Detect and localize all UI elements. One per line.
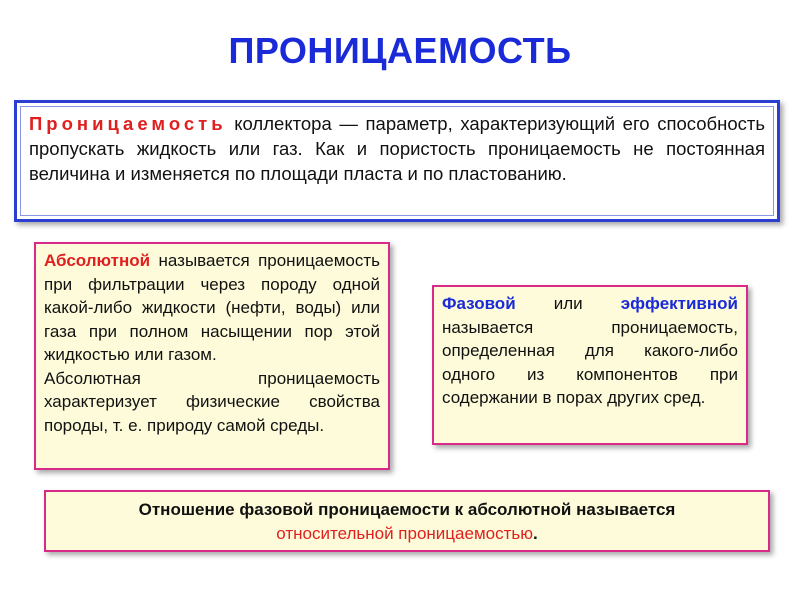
- absolute-body: называется проницаемость при фильтрации через породу одной какой-либо жидкости (нефти, воды) или газа при полном насыщении пор этой жидкостью или газом.: [44, 251, 380, 364]
- definition-term: Проницаемость: [29, 113, 227, 134]
- definition-text: [20, 106, 774, 216]
- definition-box: [14, 100, 780, 222]
- effective-term: эффективной: [620, 294, 738, 313]
- phase-term: Фазовой: [442, 294, 516, 313]
- relative-permeability-box: [44, 490, 770, 552]
- relative-end: .: [532, 524, 538, 543]
- phase-connector: или: [515, 294, 621, 313]
- page-title: ПРОНИЦАЕМОСТЬ: [228, 30, 572, 71]
- relative-line-1: Отношение фазовой проницаемости к абсолютной называется: [138, 500, 676, 519]
- absolute-term: Абсолютной: [44, 251, 151, 270]
- absolute-paragraph-2: Абсолютная проницаемость характеризует физические свойства породы, т. е. природу самой среды.: [44, 368, 380, 435]
- definition-body: коллектора — параметр, характеризующий его способность пропускать жидкость или газ. Как и пористость проницаемость не постоянная величина и изменяется по площади пласта и по пластованию.: [29, 113, 765, 184]
- absolute-paragraph-1: [44, 249, 380, 367]
- relative-line-2: [46, 522, 768, 546]
- relative-term: относительной проницаемостью: [276, 524, 533, 543]
- phase-permeability-box: [432, 285, 748, 445]
- phase-body: называется проницаемость, определенная для какого-либо одного из компонентов при содержании в порах других сред.: [442, 317, 738, 407]
- absolute-permeability-box: [34, 242, 390, 470]
